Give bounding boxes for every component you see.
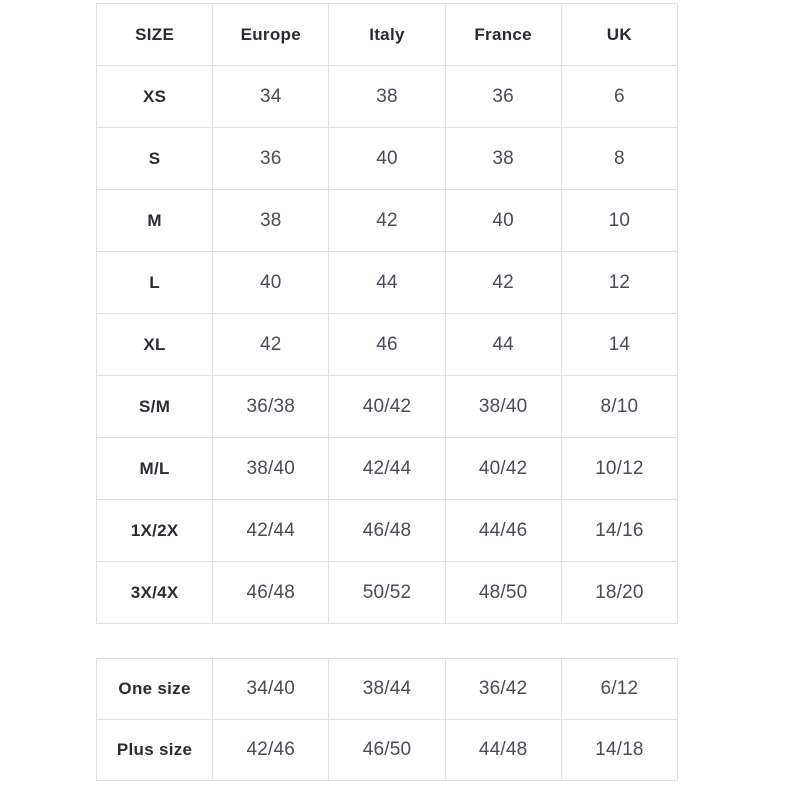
size-value: 34 [213,66,329,128]
size-value: 46/48 [329,500,445,562]
size-value: 36 [213,128,329,190]
size-label: S [97,128,213,190]
table-row [97,500,678,562]
size-value: 14/16 [561,500,677,562]
size-value: 42 [445,252,561,314]
size-value: 38 [445,128,561,190]
size-value: 40/42 [445,438,561,500]
size-value: 44/46 [445,500,561,562]
size-value: 14 [561,314,677,376]
table-row [97,720,678,781]
size-value: 46 [329,314,445,376]
size-label: 1X/2X [97,500,213,562]
size-value: 10 [561,190,677,252]
column-header-italy: Italy [329,4,445,66]
size-value: 42/44 [329,438,445,500]
table-row [97,66,678,128]
header-row [97,4,678,66]
table-row [97,438,678,500]
table-row [97,252,678,314]
size-value: 38/40 [445,376,561,438]
size-value: 38/40 [213,438,329,500]
size-value: 40 [445,190,561,252]
size-label: One size [97,659,213,720]
size-value: 36 [445,66,561,128]
size-value: 42 [213,314,329,376]
table-row [97,190,678,252]
size-value: 44 [445,314,561,376]
size-value: 8 [561,128,677,190]
table-row [97,314,678,376]
column-header-size: SIZE [97,4,213,66]
size-value: 10/12 [561,438,677,500]
size-value: 46/50 [329,720,445,781]
size-label: XS [97,66,213,128]
size-value: 48/50 [445,562,561,624]
size-value: 42/46 [213,720,329,781]
size-label: XL [97,314,213,376]
one-size-plus-size-table [96,658,678,781]
column-header-france: France [445,4,561,66]
size-value: 42/44 [213,500,329,562]
size-value: 44 [329,252,445,314]
size-label: L [97,252,213,314]
column-header-uk: UK [561,4,677,66]
size-value: 46/48 [213,562,329,624]
table-row [97,376,678,438]
size-value: 40 [213,252,329,314]
size-value: 6/12 [561,659,677,720]
size-conversion-table [96,3,678,624]
size-value: 38 [329,66,445,128]
size-value: 14/18 [561,720,677,781]
size-value: 8/10 [561,376,677,438]
table-row [97,128,678,190]
size-value: 40 [329,128,445,190]
size-value: 38 [213,190,329,252]
size-value: 12 [561,252,677,314]
column-header-europe: Europe [213,4,329,66]
size-value: 6 [561,66,677,128]
size-value: 18/20 [561,562,677,624]
size-value: 36/38 [213,376,329,438]
size-label: S/M [97,376,213,438]
size-label: Plus size [97,720,213,781]
size-value: 36/42 [445,659,561,720]
size-label: 3X/4X [97,562,213,624]
size-label: M/L [97,438,213,500]
size-value: 40/42 [329,376,445,438]
size-value: 50/52 [329,562,445,624]
size-label: M [97,190,213,252]
size-value: 34/40 [213,659,329,720]
table-row [97,562,678,624]
size-value: 42 [329,190,445,252]
size-value: 38/44 [329,659,445,720]
size-value: 44/48 [445,720,561,781]
table-row [97,659,678,720]
